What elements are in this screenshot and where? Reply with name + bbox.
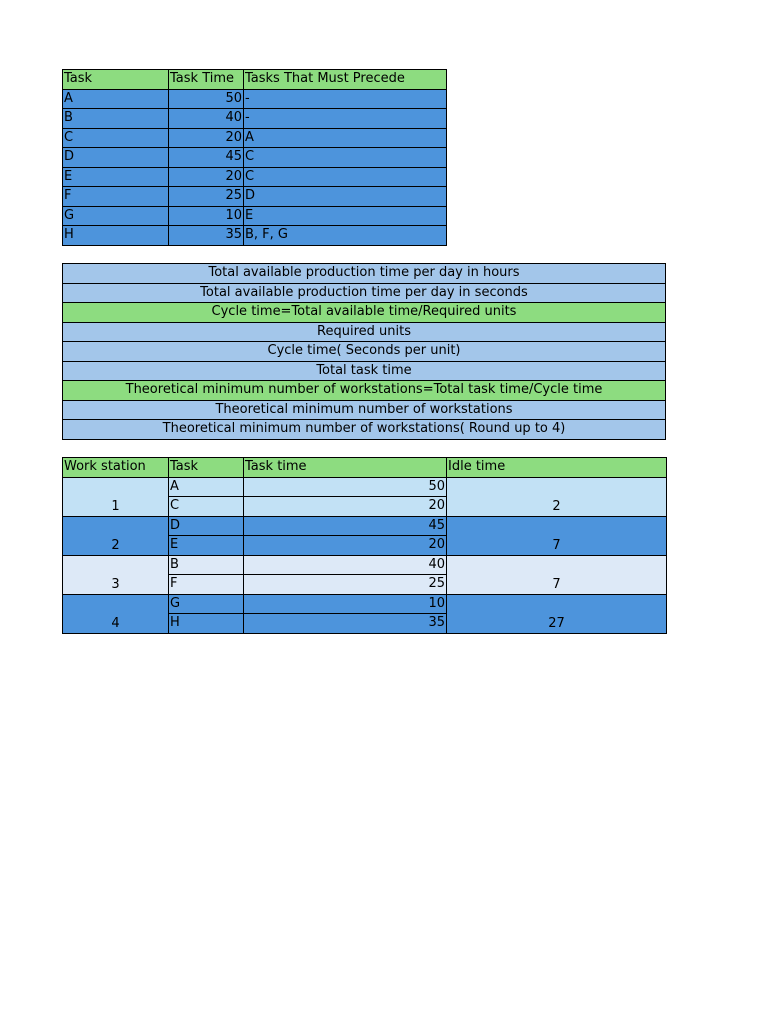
task-time-cell[interactable]: 25 <box>169 187 244 207</box>
task-cell[interactable]: A <box>169 477 244 497</box>
task-time-cell[interactable]: 35 <box>244 614 447 634</box>
precede-cell[interactable]: C <box>244 148 447 168</box>
task-cell[interactable]: G <box>63 206 169 226</box>
calc-label-cell[interactable]: Total available production time per day in seconds <box>63 283 666 303</box>
task-cell[interactable]: H <box>63 226 169 246</box>
calc-row <box>63 420 666 440</box>
table-row <box>63 555 667 575</box>
precede-cell[interactable]: B, F, G <box>244 226 447 246</box>
task-time-cell[interactable]: 45 <box>244 516 447 536</box>
calc-label-cell[interactable]: Total task time <box>63 361 666 381</box>
header-precede[interactable]: Tasks That Must Precede <box>244 70 447 90</box>
task-time-cell[interactable]: 10 <box>244 594 447 614</box>
header-task-time[interactable]: Task time <box>244 458 447 478</box>
task-time-cell[interactable]: 40 <box>169 109 244 129</box>
calc-label-cell[interactable]: Theoretical minimum number of workstations=Total task time/Cycle time <box>63 381 666 401</box>
calc-row <box>63 283 666 303</box>
task-time-cell[interactable]: 50 <box>169 89 244 109</box>
precede-cell[interactable]: - <box>244 89 447 109</box>
table-row <box>63 167 447 187</box>
calc-row <box>63 400 666 420</box>
task-time-cell[interactable]: 35 <box>169 226 244 246</box>
idle-time-cell[interactable]: 7 <box>447 555 667 594</box>
precede-cell[interactable]: - <box>244 109 447 129</box>
task-cell[interactable]: G <box>169 594 244 614</box>
precede-cell[interactable]: E <box>244 206 447 226</box>
calc-label-cell[interactable]: Required units <box>63 322 666 342</box>
table-row <box>63 516 667 536</box>
calc-row <box>63 381 666 401</box>
precede-cell[interactable]: D <box>244 187 447 207</box>
workstation-table-header <box>63 458 667 478</box>
table-row <box>63 128 447 148</box>
task-table <box>62 69 447 246</box>
task-cell[interactable]: H <box>169 614 244 634</box>
table-row <box>63 594 667 614</box>
table-row <box>63 226 447 246</box>
table-row <box>63 89 447 109</box>
task-table-header <box>63 70 447 90</box>
calc-label-cell[interactable]: Theoretical minimum number of workstations <box>63 400 666 420</box>
header-task-time[interactable]: Task Time <box>169 70 244 90</box>
precede-cell[interactable]: A <box>244 128 447 148</box>
calc-row <box>63 342 666 362</box>
calc-row <box>63 322 666 342</box>
task-cell[interactable]: F <box>169 575 244 595</box>
calc-label-cell[interactable]: Theoretical minimum number of workstations( Round up to 4) <box>63 420 666 440</box>
task-time-cell[interactable]: 10 <box>169 206 244 226</box>
task-cell[interactable]: B <box>169 555 244 575</box>
task-time-cell[interactable]: 20 <box>244 497 447 517</box>
task-time-cell[interactable]: 20 <box>244 536 447 556</box>
calc-row <box>63 264 666 284</box>
calc-row <box>63 303 666 323</box>
task-cell[interactable]: D <box>63 148 169 168</box>
task-cell[interactable]: C <box>169 497 244 517</box>
work-station-cell[interactable]: 4 <box>63 594 169 633</box>
task-cell[interactable]: A <box>63 89 169 109</box>
task-cell[interactable]: D <box>169 516 244 536</box>
header-task[interactable]: Task <box>63 70 169 90</box>
calculation-table <box>62 263 666 440</box>
precede-cell[interactable]: C <box>244 167 447 187</box>
task-time-cell[interactable]: 20 <box>169 128 244 148</box>
work-station-cell[interactable]: 2 <box>63 516 169 555</box>
header-task[interactable]: Task <box>169 458 244 478</box>
task-time-cell[interactable]: 25 <box>244 575 447 595</box>
table-row <box>63 187 447 207</box>
work-station-cell[interactable]: 1 <box>63 477 169 516</box>
workstation-table <box>62 457 667 634</box>
idle-time-cell[interactable]: 7 <box>447 516 667 555</box>
task-time-cell[interactable]: 20 <box>169 167 244 187</box>
work-station-cell[interactable]: 3 <box>63 555 169 594</box>
calc-label-cell[interactable]: Total available production time per day in hours <box>63 264 666 284</box>
calc-row <box>63 361 666 381</box>
task-time-cell[interactable]: 40 <box>244 555 447 575</box>
header-work-station[interactable]: Work station <box>63 458 169 478</box>
table-row <box>63 109 447 129</box>
task-cell[interactable]: C <box>63 128 169 148</box>
table-row <box>63 477 667 497</box>
table-row <box>63 148 447 168</box>
task-cell[interactable]: F <box>63 187 169 207</box>
task-cell[interactable]: E <box>169 536 244 556</box>
idle-time-cell[interactable]: 27 <box>447 594 667 633</box>
idle-time-cell[interactable]: 2 <box>447 477 667 516</box>
task-time-cell[interactable]: 50 <box>244 477 447 497</box>
header-idle-time[interactable]: Idle time <box>447 458 667 478</box>
task-cell[interactable]: E <box>63 167 169 187</box>
calc-label-cell[interactable]: Cycle time( Seconds per unit) <box>63 342 666 362</box>
calc-label-cell[interactable]: Cycle time=Total available time/Required units <box>63 303 666 323</box>
table-row <box>63 206 447 226</box>
task-time-cell[interactable]: 45 <box>169 148 244 168</box>
task-cell[interactable]: B <box>63 109 169 129</box>
